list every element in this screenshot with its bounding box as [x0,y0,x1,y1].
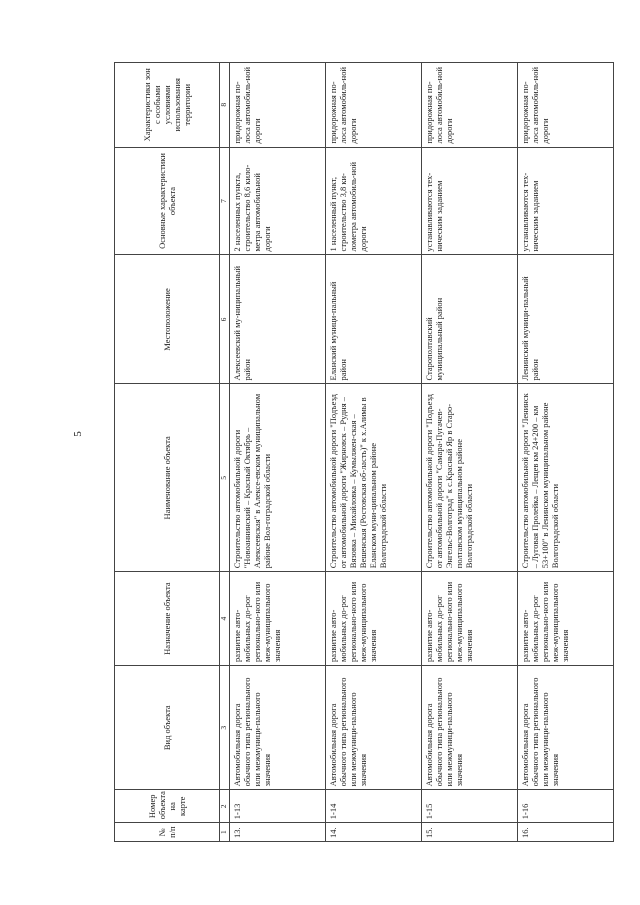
cell-characteristics: устанавливаются тех-ническим заданием [422,147,518,255]
cell-purpose: развитие авто-мобильных до-рог регионально-ного или меж-муниципального значения [422,572,518,666]
cell-location: Старополтавский муниципальный район [422,255,518,384]
cell-name: Строительство автомобильной дороги "Новоаннинский – Красный Октябрь – Алексеевская" в Алексе-евском муниципальном районе Вол-гоградской области [230,384,326,572]
header-zones: Характеристики зон с особыми условиями использования территории [115,63,220,148]
cell-location: Алексеевский му-ниципальный район [230,255,326,384]
cell-zones: придорожная по-лоса автомобиль-ной дороги [230,63,326,148]
cell-type: Автомобильная дорога обычного типа регионального или межмуници-пального значения [422,666,518,790]
table-row [326,63,422,842]
cell-purpose: развитие авто-мобильных до-рог регионально-ного или меж-муниципального значения [518,572,614,666]
column-number: 4 [220,572,230,666]
cell-map-no: 1-16 [518,790,614,823]
cell-no: 15. [422,823,518,842]
rotated-table-wrapper [114,62,595,842]
header-purpose: Назначение объекта [115,572,220,666]
cell-characteristics: устанавливаются тех-ническим заданием [518,147,614,255]
cell-characteristics: 2 населенных пункта, строительство 8,6 кило-метра автомобильной дороги [230,147,326,255]
cell-type: Автомобильная дорога обычного типа регионального или межмуници-пального значения [230,666,326,790]
table-row [230,63,326,842]
objects-table [114,62,614,842]
cell-location: Еланский муници-пальный район [326,255,422,384]
column-number: 1 [220,823,230,842]
column-number: 3 [220,666,230,790]
cell-location: Ленинский муници-пальный район [518,255,614,384]
header-map-no: Номер объекта на карте [115,790,220,823]
header-location: Местоположение [115,255,220,384]
cell-zones: придорожная по-лоса автомобиль-ной дороги [518,63,614,148]
cell-zones: придорожная по-лоса автомобиль-ной дороги [326,63,422,148]
cell-map-no: 1-13 [230,790,326,823]
cell-purpose: развитие авто-мобильных до-рог регионально-ного или меж-муниципального значения [230,572,326,666]
page-number: 5 [72,431,84,437]
cell-name: Строительство автомобильной дороги "Подъезд от автомобильной дороги "Самара-Пугачев-Энгельс-Волгоград" к с.Красный Яр в Старо-полтавском муниципальном районе Волгоградской области [422,384,518,572]
cell-map-no: 1-14 [326,790,422,823]
cell-map-no: 1-15 [422,790,518,823]
header-characteristics: Основные характеристики объекта [115,147,220,255]
cell-no: 16. [518,823,614,842]
table-header [115,63,230,842]
header-name: Наименование объекта [115,384,220,572]
header-no: № п/п [115,823,220,842]
cell-no: 13. [230,823,326,842]
cell-characteristics: 1 населенный пункт, строительство 3,8 ки-лометра автомобиль-ной дороги [326,147,422,255]
column-number: 7 [220,147,230,255]
column-number: 8 [220,63,230,148]
cell-type: Автомобильная дорога обычного типа регионального или межмуници-пального значения [518,666,614,790]
table-row [518,63,614,842]
cell-no: 14. [326,823,422,842]
column-number: 5 [220,384,230,572]
cell-zones: придорожная по-лоса автомобиль-ной дороги [422,63,518,148]
table-row [422,63,518,842]
column-number: 2 [220,790,230,823]
cell-name: Строительство автомобильной дороги "Ленинск – Луговая Пролейка – Лещев км 24+200 – км 53+100" в Ленинском муниципальном районе Волгоградской области [518,384,614,572]
cell-purpose: развитие авто-мобильных до-рог регионально-ного или меж-муниципального значения [326,572,422,666]
cell-name: Строительство автомобильной дороги "Подъезд от автомобильной дороги "Жирновск – Рудня – Вязовка – Михайловка – Кумылжен-ская – Вешенская (Ростовская об-ласть)" к х.Алимы в Еланском муни-ципальном районе Волгоградской области [326,384,422,572]
column-number: 6 [220,255,230,384]
table-body [230,63,614,842]
cell-type: Автомобильная дорога обычного типа регионального или межмуници-пального значения [326,666,422,790]
header-type: Вид объекта [115,666,220,790]
column-number-row [220,63,230,842]
